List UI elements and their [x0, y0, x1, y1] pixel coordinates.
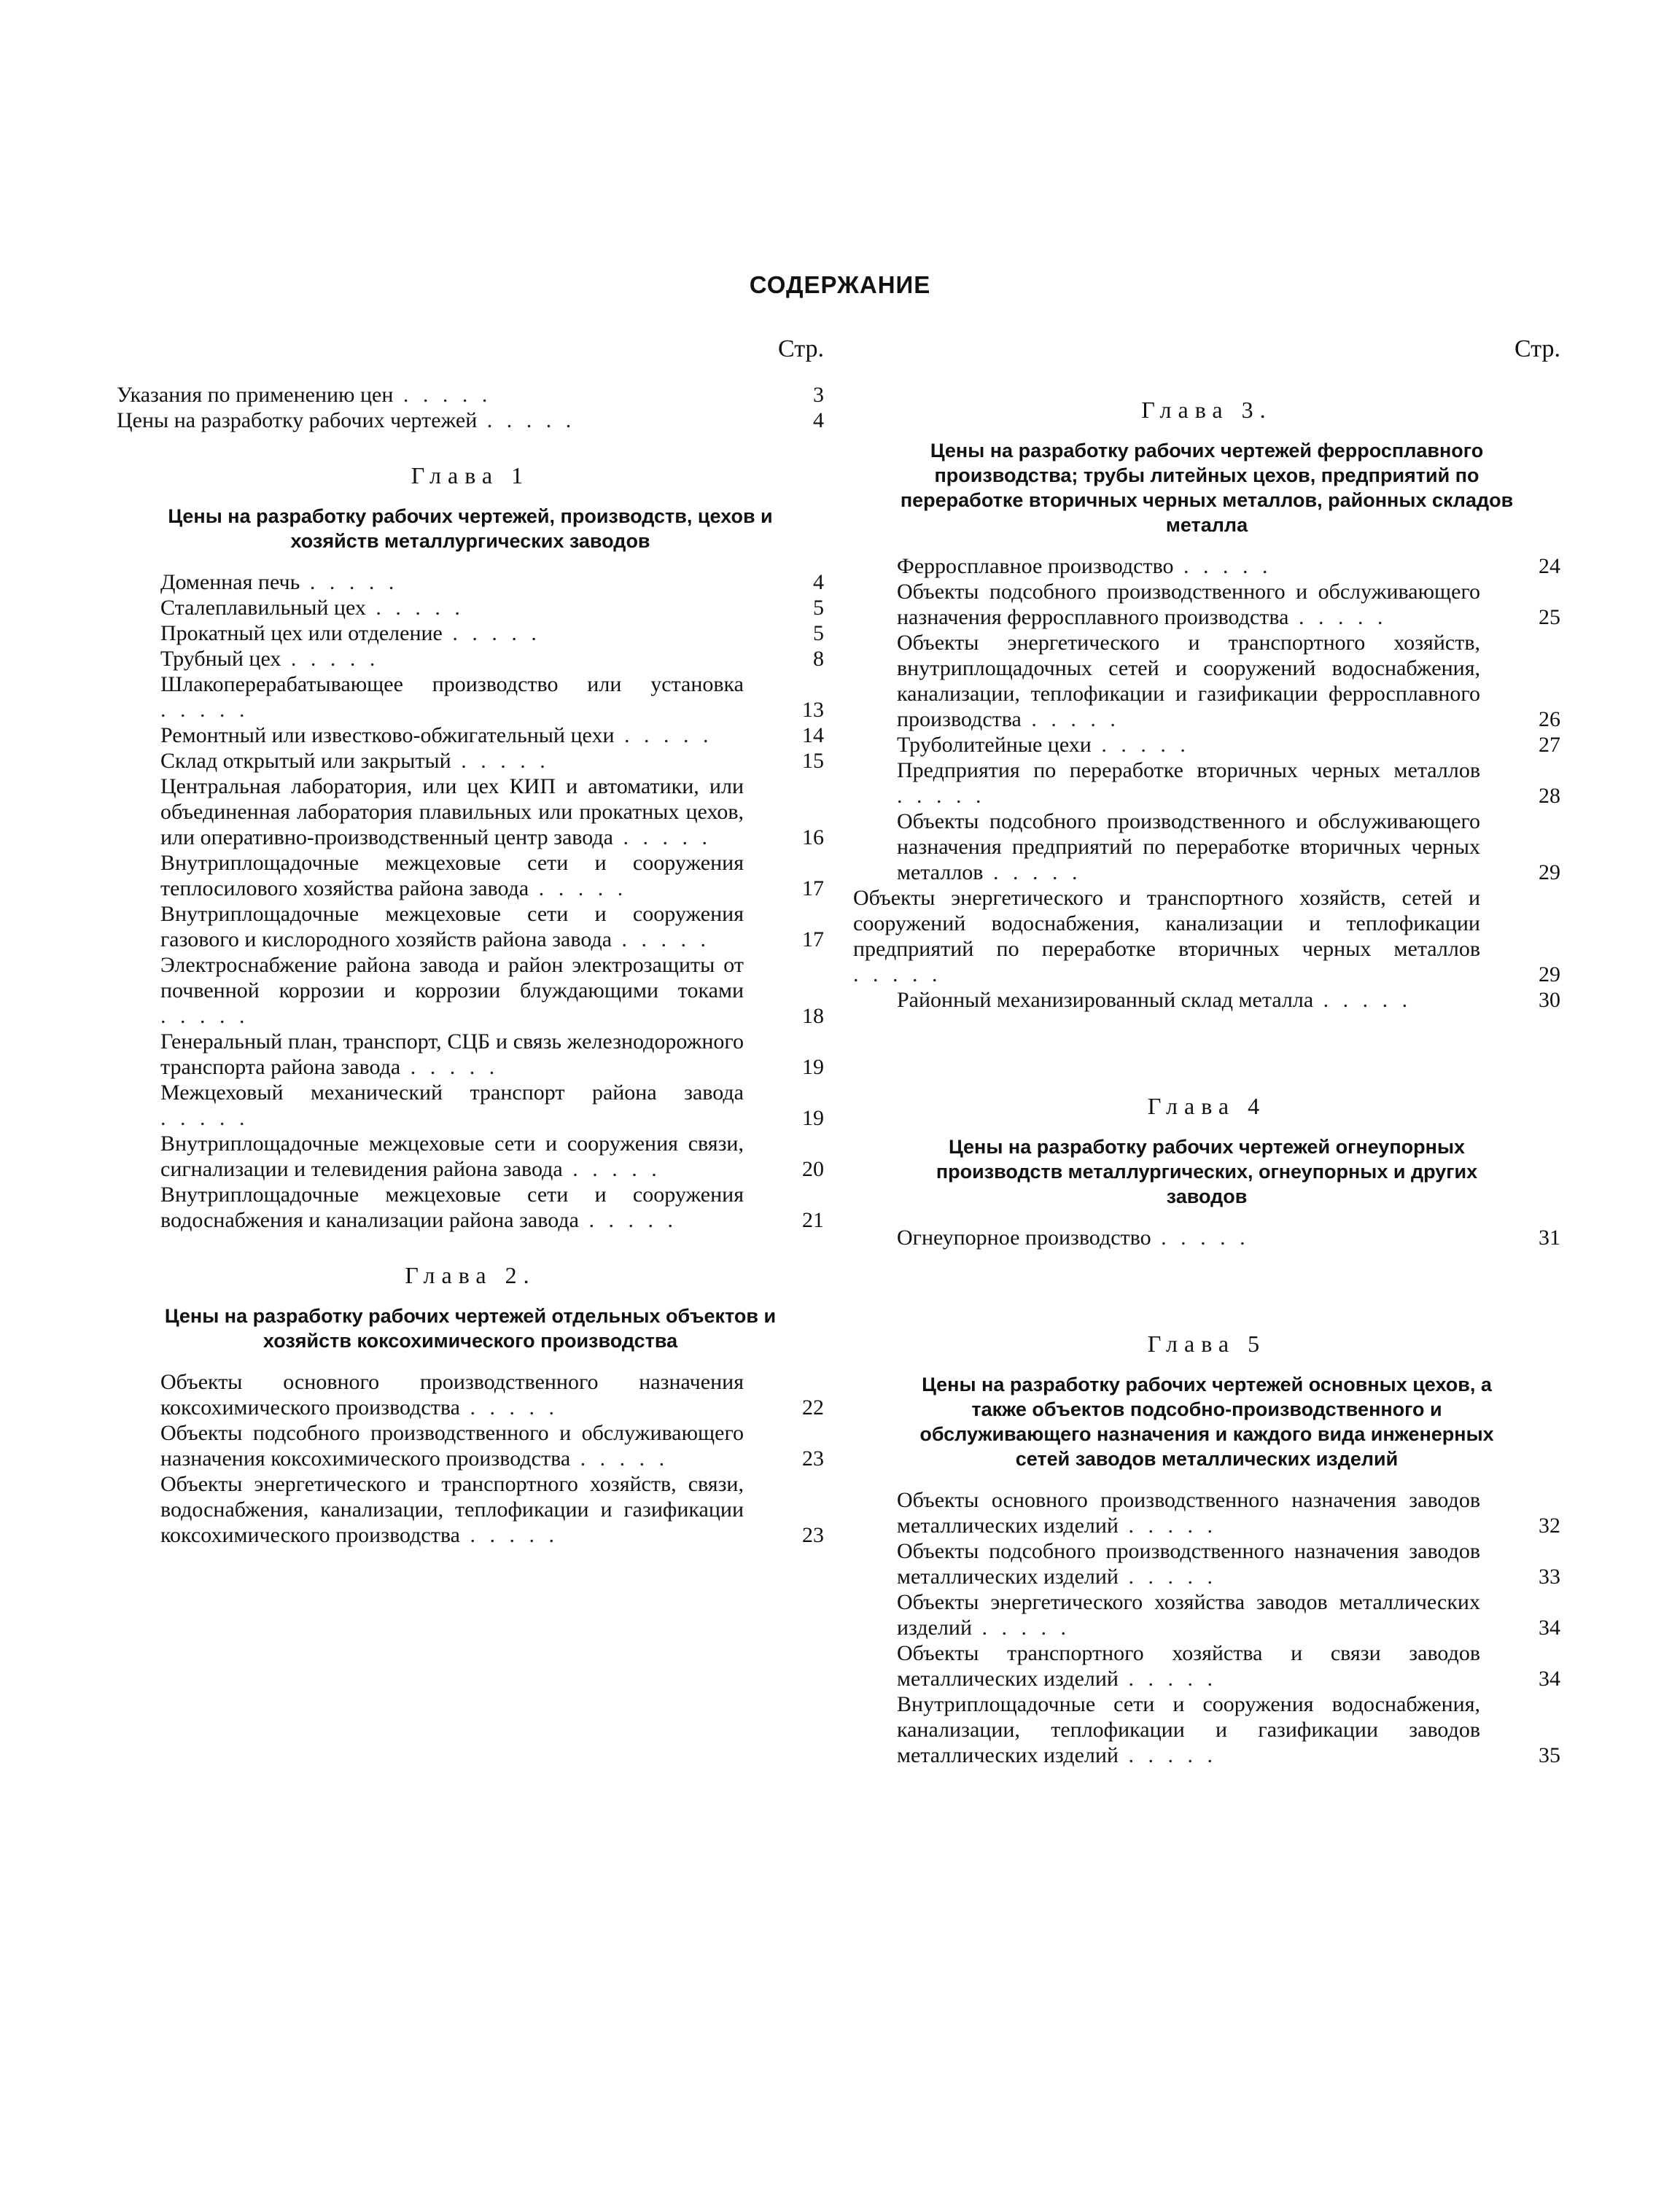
toc-entry-text: Объекты подсобного производственного назначения заводов металлических изделий . . . . .	[897, 1539, 1480, 1589]
chapter-label: Глава 4	[1147, 1093, 1267, 1119]
toc-entry-page: 31	[1539, 1226, 1560, 1250]
toc-entry-text: Прокатный цех или отделение . . . . .	[160, 621, 541, 645]
toc-entry-page: 34	[1539, 1667, 1560, 1691]
toc-entry	[117, 382, 824, 408]
chapter-3	[853, 397, 1560, 1013]
toc-entry-page: 17	[802, 927, 824, 951]
toc-entry	[117, 1420, 824, 1471]
page-title: СОДЕРЖАНИЕ	[749, 271, 931, 298]
toc-entry-text: Внутриплощадочные межцеховые сети и сооружения газового и кислородного хозяйств района завода . . . . .	[160, 902, 744, 951]
toc-entry-page: 29	[1539, 860, 1560, 884]
toc-entry-page: 26	[1539, 707, 1560, 731]
toc-entry	[853, 630, 1560, 732]
chapter-5	[853, 1331, 1560, 1768]
chapter-label: Глава 5	[1147, 1331, 1267, 1357]
toc-entry	[853, 987, 1560, 1013]
toc-entry	[853, 579, 1560, 630]
toc-entry	[853, 758, 1560, 809]
page-column-label: Стр.	[777, 335, 824, 362]
toc-entry-page: 33	[1539, 1565, 1560, 1589]
toc-entry-text: Генеральный план, транспорт, СЦБ и связь железнодорожного транспорта района завода . . . . .	[160, 1029, 744, 1079]
toc-entry-page: 23	[802, 1447, 824, 1471]
page-column-label-right: Стр.	[1514, 335, 1560, 362]
chapter-title: Цены на разработку рабочих чертежей огнеупорных производств металлургических, огнеупорных и других заводов	[936, 1136, 1478, 1207]
toc-entry	[853, 885, 1560, 987]
toc-entry-page: 30	[1539, 988, 1560, 1012]
toc-entry-text: Сталеплавильный цех . . . . .	[160, 596, 464, 620]
toc-entry	[117, 1182, 824, 1233]
toc-entry-text: Внутриплощадочные межцеховые сети и сооружения связи, сигнализации и телевидения района завода . . . . .	[160, 1132, 744, 1181]
toc-entry	[117, 646, 824, 671]
toc-entry	[117, 1080, 824, 1131]
toc-entry-text: Предприятия по переработке вторичных черных металлов . . . . .	[897, 758, 1480, 808]
toc-entry-page: 28	[1539, 784, 1560, 808]
toc-entry	[117, 774, 824, 850]
toc-entry-page: 32	[1539, 1514, 1560, 1538]
toc-entry	[853, 1691, 1560, 1768]
toc-entry	[853, 553, 1560, 579]
toc-entry-page: 19	[802, 1106, 824, 1130]
toc-entry	[853, 809, 1560, 885]
chapter-label: Глава 1	[411, 462, 530, 488]
toc-entry-text: Объекты подсобного производственного и обслуживающего назначения предприятий по переработке вторичных черных металлов . . . . .	[897, 809, 1480, 884]
toc-entry-text: Объекты энергетического и транспортного хозяйств, связи, водоснабжения, канализации, теплофикации и газификации коксохимического производства . . . . .	[160, 1472, 744, 1547]
toc-entry	[853, 1640, 1560, 1691]
toc-entry-page: 19	[802, 1055, 824, 1079]
toc-entry-page: 25	[1539, 605, 1560, 629]
toc-entry-page: 8	[813, 647, 824, 671]
toc-entry-text: Внутриплощадочные сети и сооружения водоснабжения, канализации, теплофикации и газификации заводов металлических изделий . . . . .	[897, 1692, 1480, 1767]
chapter-title: Цены на разработку рабочих чертежей отдельных объектов и хозяйств коксохимического производства	[164, 1305, 777, 1352]
toc-entry-text: Трубный цех . . . . .	[160, 647, 380, 671]
toc-entry	[117, 901, 824, 952]
toc-entry	[117, 408, 824, 433]
toc-entry	[117, 595, 824, 620]
toc-entry-text: Цены на разработку рабочих чертежей . . . . .	[117, 408, 576, 432]
toc-entry-text: Склад открытый или закрытый . . . . .	[160, 749, 550, 773]
toc-entry-text: Доменная печь . . . . .	[160, 570, 399, 594]
chapter-label: Глава 2.	[405, 1262, 536, 1288]
toc-entry-text: Центральная лаборатория, или цех КИП и автоматики, или объединенная лаборатория плавильных или прокатных цехов, или оперативно-производственный центр завода . . . . .	[160, 774, 744, 849]
toc-entry-page: 13	[802, 698, 824, 722]
toc-entry	[117, 952, 824, 1029]
toc-left-column	[117, 335, 824, 1548]
toc-entry	[853, 1487, 1560, 1538]
toc-entry-text: Объекты основного производственного назначения коксохимического производства . . . . .	[160, 1370, 744, 1420]
toc-entry	[117, 1471, 824, 1548]
chapter-1	[117, 462, 824, 1233]
toc-entry-page: 23	[802, 1523, 824, 1547]
toc-entry-text: Межцеховый механический транспорт района завода . . . . .	[160, 1081, 744, 1130]
intro-list	[117, 382, 824, 433]
toc-entry-text: Объекты подсобного производственного и обслуживающего назначения коксохимического производства . . . . .	[160, 1421, 744, 1471]
toc-entry-page: 35	[1539, 1743, 1560, 1767]
toc-entry-text: Внутриплощадочные межцеховые сети и сооружения теплосилового хозяйства района завода . . . . .	[160, 851, 744, 900]
toc-entry-page: 21	[802, 1208, 824, 1232]
toc-entry-page: 14	[802, 723, 824, 747]
toc-entry	[117, 1029, 824, 1080]
toc-entry	[117, 569, 824, 595]
toc-entry-page: 18	[802, 1004, 824, 1028]
toc-entry-text: Объекты энергетического и транспортного хозяйств, сетей и сооружений водоснабжения, канализации и теплофикации предприятий по переработке вторичных черных металлов . . . . .	[853, 886, 1480, 986]
toc-entry-text: Труболитейные цехи . . . . .	[897, 733, 1190, 757]
toc-entry	[853, 1225, 1560, 1250]
toc-entry-text: Объекты энергетического хозяйства заводов металлических изделий . . . . .	[897, 1590, 1480, 1640]
toc-entry-text: Указания по применению цен . . . . .	[117, 383, 492, 407]
toc-entry-page: 29	[1539, 962, 1560, 986]
toc-entry-page: 5	[813, 621, 824, 645]
toc-entry-text: Шлакоперерабатывающее производство или установка . . . . .	[160, 672, 744, 722]
toc-entry	[117, 850, 824, 901]
toc-entry-page: 4	[813, 570, 824, 594]
toc-entry-text: Районный механизированный склад металла . . . . .	[897, 988, 1412, 1012]
toc-entry-page: 27	[1539, 733, 1560, 757]
toc-entry-text: Объекты транспортного хозяйства и связи заводов металлических изделий . . . . .	[897, 1641, 1480, 1691]
toc-entry-text: Ремонтный или известково-обжигательный цехи . . . . .	[160, 723, 713, 747]
chapter-2	[117, 1262, 824, 1548]
toc-entry-page: 3	[813, 383, 824, 407]
toc-entry-text: Объекты энергетического и транспортного хозяйств, внутриплощадочных сетей и сооружений водоснабжения, канализации, теплофикации и газификации ферросплавного производства . . . . .	[897, 631, 1480, 731]
toc-entry	[853, 732, 1560, 758]
toc-entry-page: 5	[813, 596, 824, 620]
toc-entry	[117, 620, 824, 646]
toc-entry	[117, 1369, 824, 1420]
chapter-title: Цены на разработку рабочих чертежей ферросплавного производства; трубы литейных цехов, предприятий по переработке вторичных черных металлов, районных складов металла	[900, 440, 1514, 536]
toc-entry-text: Объекты подсобного производственного и обслуживающего назначения ферросплавного производства . . . . .	[897, 580, 1480, 629]
toc-entry-page: 34	[1539, 1616, 1560, 1640]
toc-entry-page: 22	[802, 1395, 824, 1420]
toc-entry-text: Электроснабжение района завода и район электрозащиты от почвенной коррозии и коррозии блуждающими токами . . . . .	[160, 953, 744, 1028]
toc-entry	[853, 1538, 1560, 1589]
toc-entry-page: 16	[802, 825, 824, 849]
toc-entry-text: Объекты основного производственного назначения заводов металлических изделий . . . . .	[897, 1488, 1480, 1538]
chapter-title: Цены на разработку рабочих чертежей, производств, цехов и хозяйств металлургических заводов	[168, 505, 773, 552]
chapter-label: Глава 3.	[1141, 397, 1272, 423]
toc-entry-text: Ферросплавное производство . . . . .	[897, 554, 1272, 578]
toc-entry-page: 4	[813, 408, 824, 432]
toc-entry-text: Внутриплощадочные межцеховые сети и сооружения водоснабжения и канализации района завода . . . . .	[160, 1183, 744, 1232]
chapter-title: Цены на разработку рабочих чертежей основных цехов, а также объектов подсобно-производственного и обслуживающего назначения и каждого вида инженерных сетей заводов металлических изделий	[919, 1374, 1494, 1470]
toc-entry	[853, 1589, 1560, 1640]
toc-entry	[117, 748, 824, 774]
toc-entry-page: 15	[802, 749, 824, 773]
toc-right-column	[853, 335, 1560, 1768]
toc-entry-text: Огнеупорное производство . . . . .	[897, 1226, 1250, 1250]
toc-entry-page: 24	[1539, 554, 1560, 578]
toc-entry	[117, 723, 824, 748]
chapter-4	[853, 1093, 1560, 1250]
toc-entry-page: 20	[802, 1157, 824, 1181]
toc-entry-page: 17	[802, 876, 824, 900]
toc-entry	[117, 671, 824, 723]
toc-entry	[117, 1131, 824, 1182]
